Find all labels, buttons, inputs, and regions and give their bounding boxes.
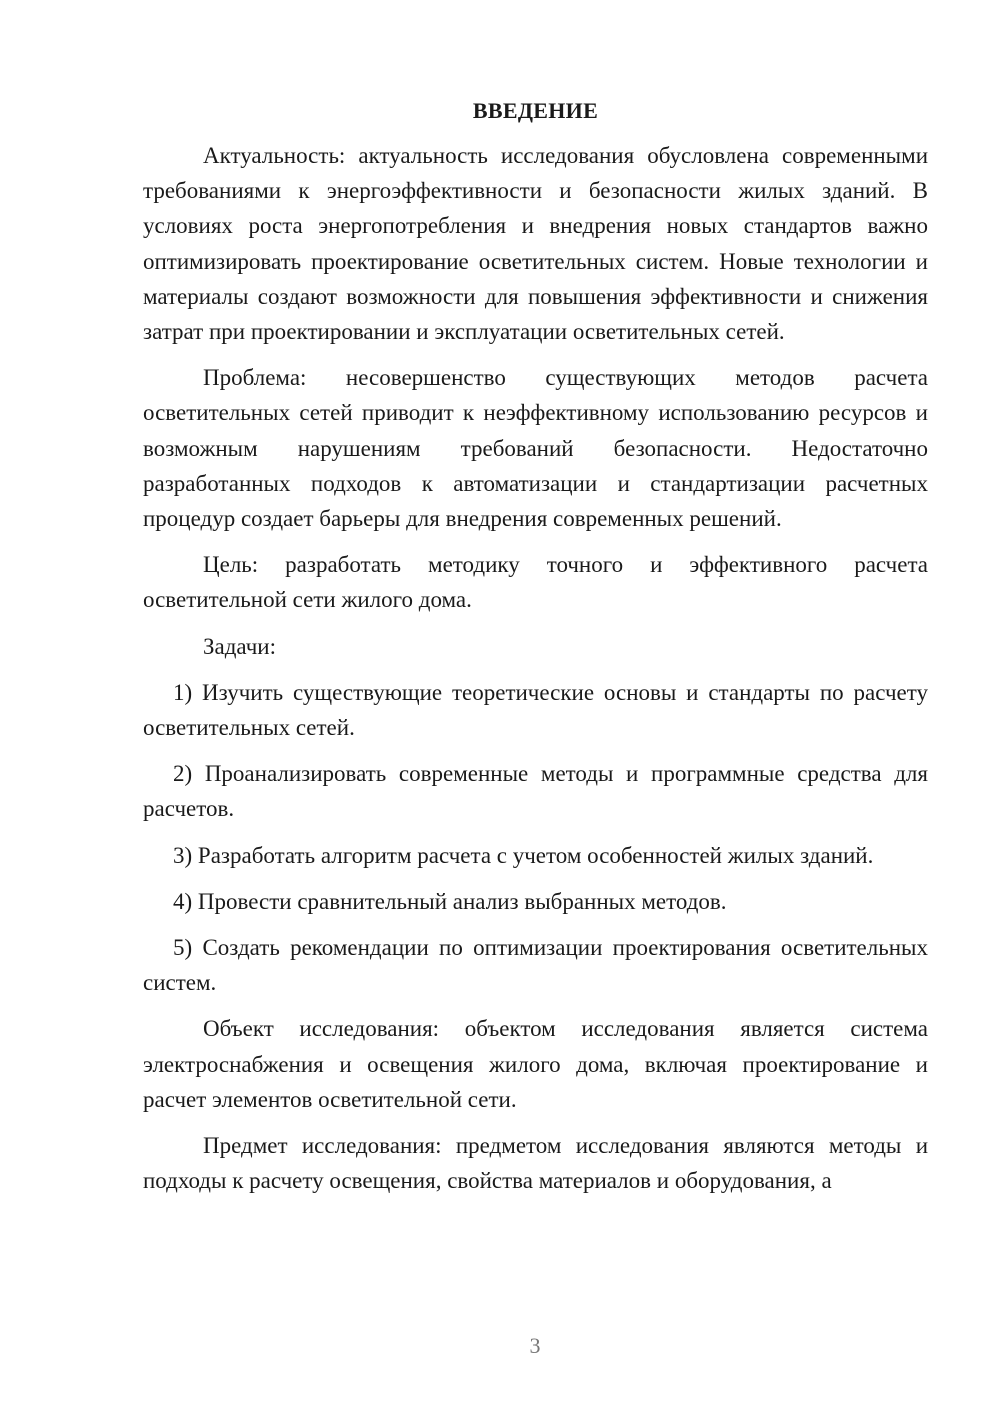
subject-paragraph: Предмет исследования: предметом исследования являются методы и подходы к расчету освещения, свойства материалов и оборудования, а: [143, 1133, 928, 1194]
goal-paragraph: Цель: разработать методику точного и эффективного расчета осветительной сети жилого дома.: [143, 552, 928, 613]
problem-paragraph: Проблема: несовершенство существующих методов расчета осветительных сетей приводит к неэффективному использованию ресурсов и возможным нарушениям требований безопасности. Недостаточно разработанных подходов к автоматизации и стандартизации расчетных процедур создает барьеры для внедрения современных решений.: [143, 365, 928, 532]
task-item-5: 5) Создать рекомендации по оптимизации проектирования осветительных систем.: [143, 935, 928, 996]
task-item-2: 2) Проанализировать современные методы и программные средства для расчетов.: [143, 761, 928, 822]
task-item-3: 3) Разработать алгоритм расчета с учетом особенностей жилых зданий.: [173, 842, 874, 868]
task-item-4: 4) Провести сравнительный анализ выбранных методов.: [173, 888, 727, 914]
page-number: 3: [529, 1333, 541, 1358]
relevance-paragraph: Актуальность: актуальность исследования обусловлена современными требованиями к энергоэффективности и безопасности жилых зданий. В условиях роста энергопотребления и внедрения новых стандартов важно оптимизировать проектирование осветительных систем. Новые технологии и материалы создают возможности для повышения эффективности и снижения затрат при проектировании и эксплуатации осветительных сетей.: [143, 143, 928, 345]
task-item-1: 1) Изучить существующие теоретические основы и стандарты по расчету осветительных сетей.: [143, 679, 928, 741]
tasks-label: Задачи:: [203, 633, 276, 659]
page-content: [143, 93, 928, 1209]
section-heading: ВВЕДЕНИЕ: [472, 98, 599, 123]
object-paragraph: Объект исследования: объектом исследования является система электроснабжения и освещения жилого дома, включая проектирование и расчет элементов осветительной сети.: [143, 1016, 928, 1112]
